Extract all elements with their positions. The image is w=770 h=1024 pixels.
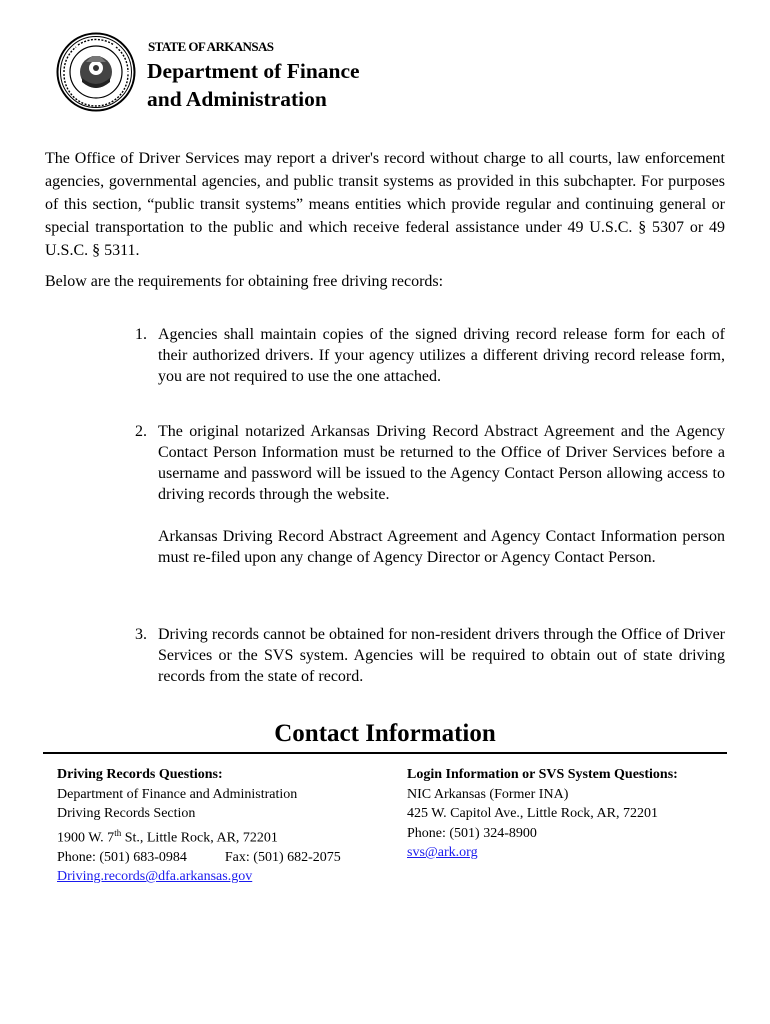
contact-divider — [43, 752, 727, 754]
contact-phone: Phone: (501) 324-8900 — [407, 825, 537, 841]
requirement-number: 3. — [135, 626, 147, 643]
department-title — [147, 57, 360, 113]
contact-phone: Phone: (501) 683-0984 — [57, 849, 187, 865]
contact-section: Driving Records Section — [57, 806, 196, 821]
address-city: St., Little Rock, AR, 72201 — [121, 830, 278, 846]
contact-phone-fax — [57, 848, 387, 868]
contact-driving-records — [57, 765, 387, 887]
contact-address: 425 W. Capitol Ave., Little Rock, AR, 72201 — [407, 806, 658, 821]
address-street: 1900 W. 7 — [57, 830, 115, 846]
contact-address — [57, 824, 387, 848]
driving-records-email-link[interactable]: Driving.records@dfa.arkansas.gov — [57, 869, 253, 885]
state-name: STATE OF ARKANSAS — [148, 39, 274, 54]
contact-org: NIC Arkansas (Former INA) — [407, 786, 569, 802]
contact-svs-login — [407, 765, 737, 863]
requirement-text: Driving records cannot be obtained for non-resident drivers through the Office of Driver Services or the SVS system. Agencies will be required to obtain out of state driving records from the state of record. — [158, 626, 725, 685]
contact-title: Driving Records Questions: — [57, 767, 223, 782]
requirement-item-1 — [135, 324, 725, 387]
requirement-text: Agencies shall maintain copies of the signed driving record release form for each of their authorized drivers. If your agency utilizes a different driving record release form, you are not required to use the one attached. — [158, 326, 725, 385]
requirement-item-2 — [135, 421, 725, 568]
requirement-text: The original notarized Arkansas Driving Record Abstract Agreement and the Agency Contact Person Information must be returned to the Office of Driver Services before a username and password will be issued to the Agency Contact Person allowing access to driving records through the website. — [158, 423, 725, 503]
contact-org: Department of Finance and Administration — [57, 786, 298, 802]
department-title-line2: and Administration — [147, 87, 327, 111]
svs-email-link[interactable]: svs@ark.org — [407, 845, 478, 860]
intro-paragraph: The Office of Driver Services may report a driver's record without charge to all courts, law enforcement agencies, governmental agencies, and public transit systems as provided in this subchapter. For purposes of this section, “public transit systems” means entities which provide regular and continuing general or special transportation to the public and which receive federal assistance under 49 U.S.C. § 5307 or 49 U.S.C. § 5311. — [45, 150, 725, 259]
requirement-text: Arkansas Driving Record Abstract Agreement and Agency Contact Information person must re-filed upon any change of Agency Director or Agency Contact Person. — [158, 528, 725, 566]
state-seal-icon — [56, 32, 136, 112]
department-title-line1: Department of Finance — [147, 59, 360, 83]
requirement-number: 1. — [135, 326, 147, 343]
contact-heading: Contact Information — [274, 720, 496, 747]
requirements-lead: Below are the requirements for obtaining free driving records: — [45, 273, 444, 290]
contact-fax: Fax: (501) 682-2075 — [224, 849, 341, 865]
contact-title: Login Information or SVS System Questions: — [407, 767, 678, 782]
requirement-item-3 — [135, 624, 725, 687]
requirement-number: 2. — [135, 423, 147, 440]
address-ordinal: th — [114, 827, 122, 838]
